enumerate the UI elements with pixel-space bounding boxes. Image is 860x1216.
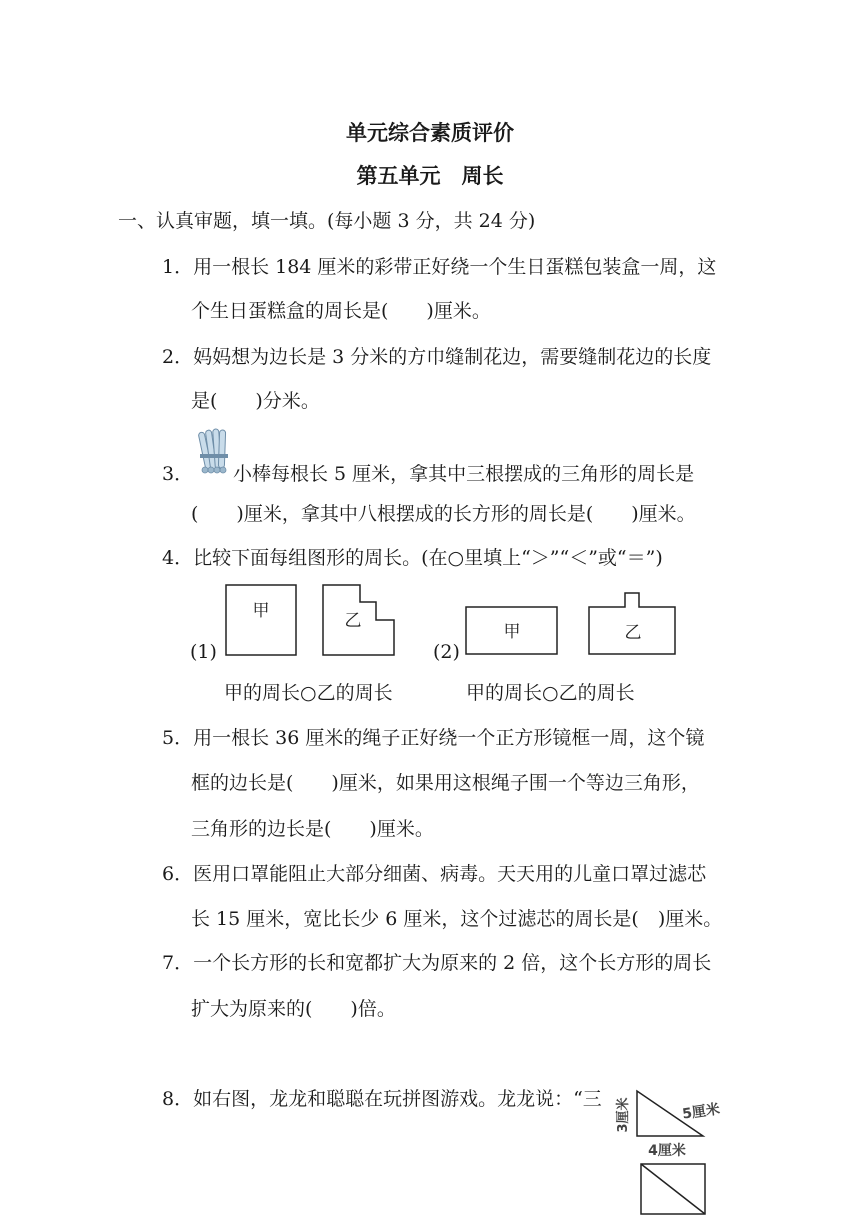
page-title: 单元综合素质评价 bbox=[346, 121, 514, 145]
question-3-line-1: 小棒每根长 5 厘米，拿其中三根摆成的三角形的周长是 bbox=[233, 463, 695, 485]
figure-group-2-label: (2) bbox=[433, 641, 460, 663]
question-7-line-1: 7．一个长方形的长和宽都扩大为原来的 2 倍，这个长方形的周长 bbox=[162, 952, 712, 974]
question-5-line-1: 5．用一根长 36 厘米的绳子正好绕一个正方形镜框一周，这个镜 bbox=[162, 727, 705, 749]
shape-yi-tabbed-rectangle bbox=[588, 592, 677, 656]
question-5-line-2: 框的边长是( )厘米，如果用这根绳子围一个等边三角形， bbox=[191, 772, 700, 794]
section-heading: 一、认真审题，填一填。(每小题 3 分，共 24 分) bbox=[118, 210, 536, 232]
side-b-label: 5厘米 bbox=[681, 1101, 721, 1123]
question-3-line-2: ( )厘米，拿其中八根摆成的长方形的周长是( )厘米。 bbox=[191, 503, 696, 525]
question-3-number: 3． bbox=[162, 463, 194, 485]
compare-group-2: 甲的周长○乙的周长 bbox=[466, 682, 635, 704]
question-6-line-1: 6．医用口罩能阻止大部分细菌、病毒。天天用的儿童口罩过滤芯 bbox=[162, 863, 707, 885]
triangle-puzzle-figure bbox=[615, 1083, 725, 1216]
question-1-line-2: 个生日蛋糕盒的周长是( )厘米。 bbox=[191, 300, 491, 322]
shape-jia-label: 甲 bbox=[252, 601, 270, 621]
question-4-line-1: 4．比较下面每组图形的周长。(在○里填上“＞”“＜”或“＝”) bbox=[162, 547, 663, 569]
question-6-line-2: 长 15 厘米，宽比长少 6 厘米，这个过滤芯的周长是( )厘米。 bbox=[191, 908, 723, 930]
question-2-line-1: 2．妈妈想为边长是 3 分米的方巾缝制花边，需要缝制花边的长度 bbox=[162, 346, 712, 368]
unit-subtitle: 第五单元 周长 bbox=[356, 164, 504, 188]
compare-group-1: 甲的周长○乙的周长 bbox=[224, 682, 393, 704]
sticks-bundle-icon bbox=[194, 424, 234, 476]
side-c-label: 4厘米 bbox=[648, 1143, 686, 1159]
shape-jia-label-2: 甲 bbox=[503, 622, 521, 642]
question-7-line-2: 扩大为原来的( )倍。 bbox=[191, 998, 396, 1020]
shape-yi-notched-square bbox=[322, 584, 396, 657]
shape-yi-label: 乙 bbox=[344, 611, 362, 631]
question-5-line-3: 三角形的边长是( )厘米。 bbox=[191, 818, 434, 840]
shape-jia-rectangle bbox=[465, 606, 559, 656]
shape-yi-label-2: 乙 bbox=[624, 623, 642, 643]
side-a-label: 3厘米 bbox=[616, 1097, 631, 1133]
figure-group-1-label: (1) bbox=[190, 641, 217, 663]
question-1-line-1: 1．用一根长 184 厘米的彩带正好绕一个生日蛋糕包装盒一周，这 bbox=[162, 256, 717, 278]
shape-jia-square bbox=[225, 584, 298, 657]
question-8-line-1: 8．如右图，龙龙和聪聪在玩拼图游戏。龙龙说：“三 bbox=[162, 1088, 602, 1110]
question-2-line-2: 是( )分米。 bbox=[191, 390, 320, 412]
